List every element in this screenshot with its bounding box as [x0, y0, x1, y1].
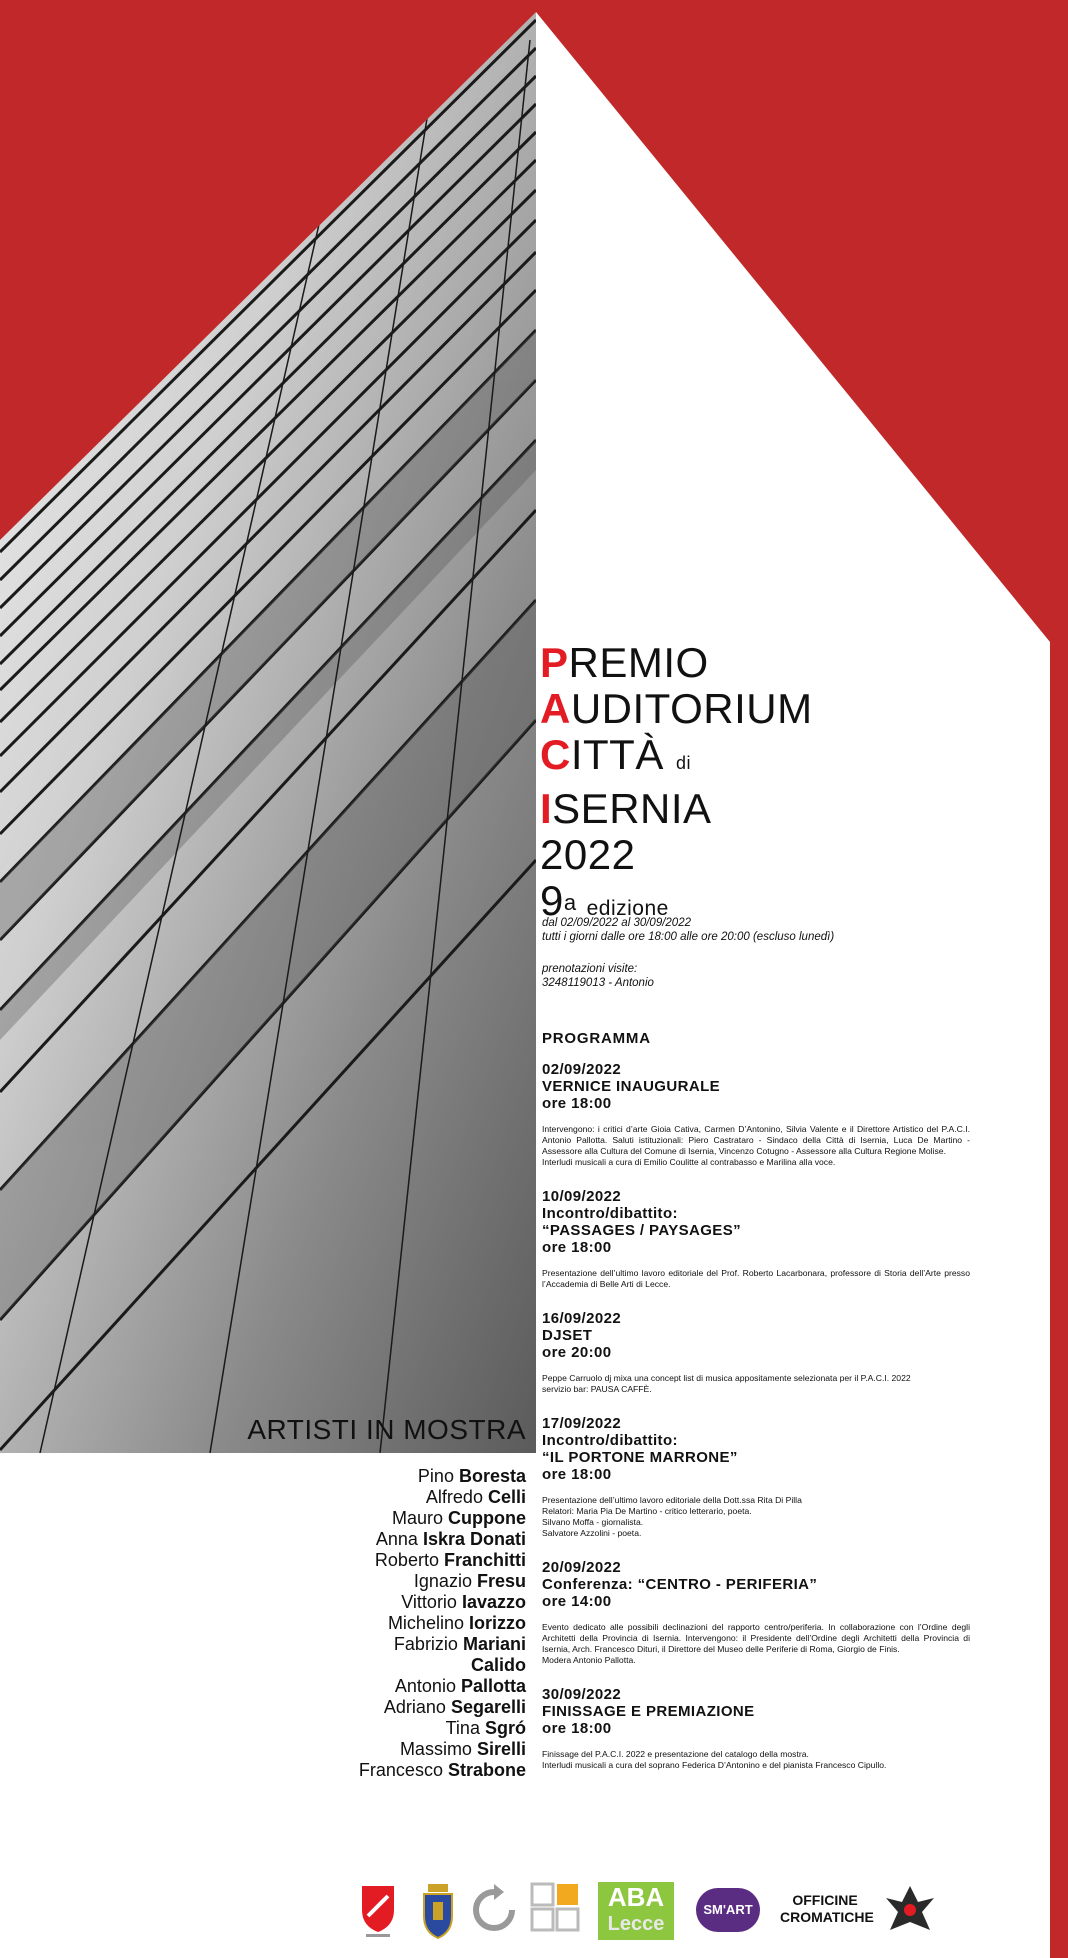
squares-logo: [530, 1882, 580, 1932]
edition-superscript: a: [563, 890, 577, 915]
cromatiche-text: CROMATICHE: [780, 1909, 874, 1925]
artist-last-name: Iorizzo: [469, 1613, 526, 1633]
event-description-line: Presentazione dell’ultimo lavoro editoriale della Dott.ssa Rita Di Pilla: [542, 1495, 802, 1505]
title-block: [540, 640, 900, 932]
exhibition-info: [542, 916, 942, 990]
event-type: Incontro/dibattito:: [542, 1205, 678, 1222]
title-word: REMIO: [568, 639, 709, 686]
artist-first-name: Michelino: [387, 1613, 464, 1633]
region-crest-logo: [360, 1882, 396, 1938]
smart-logo: SM'ART: [696, 1888, 760, 1932]
artist-name: [150, 1613, 526, 1634]
event-title: “PASSAGES / PAYSAGES”: [542, 1222, 742, 1239]
city-coat-of-arms-logo: [418, 1882, 458, 1940]
event-time: ore 18:00: [542, 1095, 612, 1112]
artist-first-name: Francesco: [358, 1760, 443, 1780]
title-word: UDITORIUM: [570, 685, 813, 732]
event-date: 16/09/2022: [542, 1310, 622, 1327]
artist-name: [150, 1571, 526, 1592]
artist-name: [150, 1655, 526, 1676]
event-centro-periferia: [542, 1559, 970, 1666]
event-portone: [542, 1415, 970, 1539]
title-initial-i: I: [540, 785, 553, 832]
artist-name: [150, 1718, 526, 1739]
aba-logo-text: ABA: [607, 1882, 665, 1912]
exhibition-dates: dal 02/09/2022 al 30/09/2022: [542, 917, 691, 929]
artist-name: [150, 1697, 526, 1718]
event-description-line: Presentazione dell’ultimo lavoro editoriale del Prof. Roberto Lacarbonara, professore di Storia dell’Arte presso l’Accademia di Belle Arti di Lecce.: [542, 1268, 970, 1289]
artist-first-name: Massimo: [399, 1739, 472, 1759]
event-description-line: Finissage del P.A.C.I. 2022 e presentazione del catalogo della mostra.: [542, 1749, 809, 1759]
artist-name: [150, 1739, 526, 1760]
event-description-line: Interludi musicali a cura del soprano Federica D’Antonino e del pianista Francesco Cipullo.: [542, 1760, 887, 1770]
event-description-line: Intervengono: i critici d’arte Gioia Cativa, Carmen D’Antonino, Silvia Valente e il Direttore Artistico del P.A.C.I. Antonio Pallotta. Saluti istituzionali: Piero Castrataro - Sindaco della Città di Isernia, Luca De Martino - Assessore alla Cultura del Comune di Isernia, Vincenzo Cotugno - Assessore alla Cultura Regione Molise.: [542, 1124, 970, 1156]
title-initial-c: C: [540, 731, 571, 778]
artist-first-name: Fabrizio: [393, 1634, 458, 1654]
artist-name: [150, 1676, 526, 1697]
event-date: 30/09/2022: [542, 1686, 622, 1703]
event-date: 02/09/2022: [542, 1061, 622, 1078]
artist-name: [150, 1466, 526, 1487]
artist-last-name: Strabone: [447, 1760, 526, 1780]
aba-lecce-logo: [598, 1882, 674, 1940]
artist-first-name: Roberto: [374, 1550, 439, 1570]
artist-last-name: Iavazzo: [461, 1592, 526, 1612]
exhibition-hours: tutti i giorni dalle ore 18:00 alle ore 20:00 (escluso lunedì): [542, 931, 835, 943]
program-heading: PROGRAMMA: [542, 1030, 651, 1047]
artist-name: [150, 1760, 526, 1781]
sponsor-logos: [360, 1882, 940, 1944]
artist-first-name: Pino: [417, 1466, 454, 1486]
event-date: 10/09/2022: [542, 1188, 622, 1205]
booking-contact: 3248119013 - Antonio: [542, 977, 654, 989]
title-initial-a: A: [540, 685, 571, 732]
booking-label: prenotazioni visite:: [542, 963, 638, 975]
artist-first-name: Alfredo: [425, 1487, 483, 1507]
title-year: 2022: [540, 831, 636, 878]
lecce-logo-text: Lecce: [607, 1913, 665, 1935]
event-time: ore 18:00: [542, 1239, 612, 1256]
artist-name: [150, 1634, 526, 1655]
event-passages: [542, 1188, 970, 1290]
artist-name: [150, 1592, 526, 1613]
edition-number: 9: [540, 877, 564, 924]
artist-last-name: Cuppone: [448, 1508, 526, 1528]
artist-last-name: Fresu: [476, 1571, 526, 1591]
event-time: ore 14:00: [542, 1593, 612, 1610]
artists-list: [150, 1466, 526, 1781]
event-description: [542, 1749, 970, 1771]
event-description-line: Salvatore Azzolini - poeta.: [542, 1528, 642, 1538]
artist-name: [150, 1550, 526, 1571]
event-description: [542, 1268, 970, 1290]
artist-last-name: Mariani: [462, 1634, 526, 1654]
title-initial-p: P: [540, 639, 569, 686]
phoenix-logo: [884, 1882, 936, 1940]
event-time: ore 18:00: [542, 1466, 612, 1483]
artist-name: [150, 1529, 526, 1550]
event-djset: [542, 1310, 970, 1395]
event-title: “IL PORTONE MARRONE”: [542, 1449, 738, 1466]
event-description-line: Evento dedicato alle possibili declinazioni del rapporto centro/periferia. In collaborazione con l’Ordine degli Architetti della Provincia di Isernia. Intervengono: il Presidente dell’Ordine degli Architetti della Provincia di Isernia, Arch. Francesco Dituri, il Direttore del Museo delle Periferie di Roma, Giorgio de Finis.: [542, 1622, 970, 1654]
artist-last-name: Segarelli: [450, 1697, 526, 1717]
event-type: Incontro/dibattito:: [542, 1432, 678, 1449]
event-description: [542, 1124, 970, 1168]
event-description-line: servizio bar: PAUSA CAFFÈ.: [542, 1384, 652, 1394]
artist-first-name: Ignazio: [413, 1571, 472, 1591]
event-description-line: Interludi musicali a cura di Emilio Coulitte al contrabasso e Marilina alla voce.: [542, 1157, 836, 1167]
event-description-line: Relatori: Maria Pia De Martino - critico letterario, poeta.: [542, 1506, 752, 1516]
event-date: 17/09/2022: [542, 1415, 622, 1432]
artist-name: [150, 1487, 526, 1508]
event-date: 20/09/2022: [542, 1559, 622, 1576]
event-title: VERNICE INAUGURALE: [542, 1078, 721, 1095]
title-line-isernia: [540, 786, 900, 832]
artist-last-name: Sirelli: [476, 1739, 526, 1759]
title-line-auditorium: [540, 686, 900, 732]
event-title: FINISSAGE E PREMIAZIONE: [542, 1703, 755, 1720]
artist-first-name: Anna: [375, 1529, 418, 1549]
artist-last-name: Franchitti: [443, 1550, 526, 1570]
artists-heading: ARTISTI IN MOSTRA: [247, 1414, 526, 1445]
edition-word: edizione: [586, 897, 669, 920]
event-description: [542, 1373, 970, 1395]
event-finissage: [542, 1686, 970, 1771]
officine-cromatiche-logo: [780, 1892, 874, 1926]
title-word: ITTÀ: [570, 731, 664, 778]
artist-first-name: Mauro: [391, 1508, 443, 1528]
event-description-line: Peppe Carruolo dj mixa una concept list di musica appositamente selezionata per il P.A.C.I. 2022: [542, 1373, 911, 1383]
program-section: [542, 1030, 970, 1791]
officine-text: OFFICINE: [792, 1892, 858, 1908]
artist-last-name: Celli: [487, 1487, 526, 1507]
event-description: [542, 1495, 970, 1539]
artist-first-name: Antonio: [394, 1676, 456, 1696]
event-vernice: [542, 1061, 970, 1168]
artist-last-name: Sgró: [484, 1718, 526, 1738]
event-description-line: Modera Antonio Pallotta.: [542, 1655, 636, 1665]
title-word: SERNIA: [552, 785, 712, 832]
event-description-line: Silvano Moffa - giornalista.: [542, 1517, 644, 1527]
right-edge-strip: [1050, 642, 1068, 1958]
title-line-citta: [540, 732, 900, 786]
artist-last-name: Boresta: [458, 1466, 526, 1486]
event-title: DJSET: [542, 1327, 593, 1344]
title-di: di: [676, 753, 692, 773]
artist-first-name: Adriano: [383, 1697, 446, 1717]
artist-first-name: Tina: [445, 1718, 480, 1738]
event-description: [542, 1622, 970, 1666]
title-line-premio: [540, 640, 900, 686]
artist-last-name: Pallotta: [460, 1676, 526, 1696]
artist-first-name: Vittorio: [401, 1592, 457, 1612]
event-time: ore 18:00: [542, 1720, 612, 1737]
artist-name: [150, 1508, 526, 1529]
event-title: Conferenza: “CENTRO - PERIFERIA”: [542, 1576, 818, 1593]
artist-last-name: Iskra Donati: [422, 1529, 526, 1549]
event-time: ore 20:00: [542, 1344, 612, 1361]
artist-last-name: Calido: [470, 1655, 526, 1675]
circle-arrow-logo: [470, 1882, 518, 1938]
